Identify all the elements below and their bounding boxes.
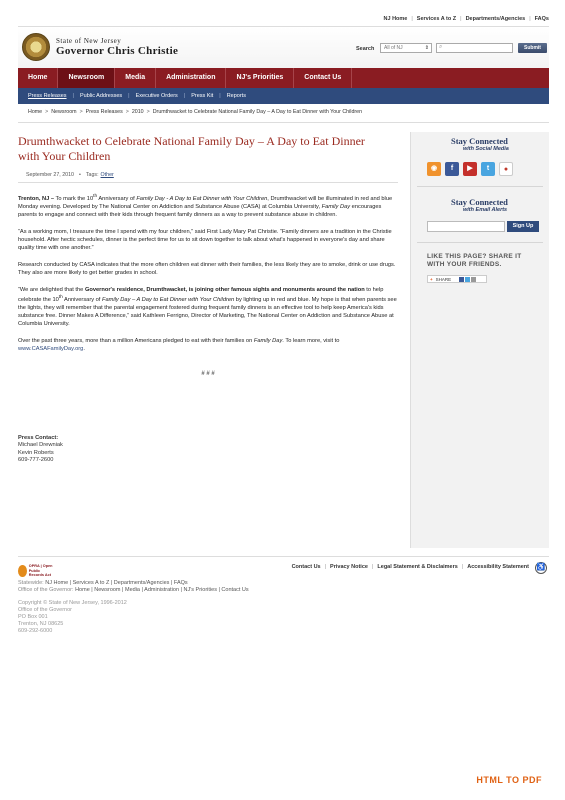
paragraph-2: “As a working mom, I treasure the time I spend with my four children,” said First Lady Mary Pat Christie. “Family dinners are a tradition in the Christie household. After hectic schedules, dinner is the perfect time for us to sit down together to talk about what's happened in everyone's day and share quality time with one another.” <box>18 228 392 251</box>
contact-phone: 609-777-2600 <box>18 457 54 464</box>
youtube-icon[interactable]: ▶ <box>463 162 477 176</box>
state-name: State of New Jersey <box>56 37 122 45</box>
site-header <box>18 26 549 74</box>
paragraph-1: Trenton, NJ – To mark the 10th Anniversary of Family Day - A Day to Eat Dinner with Your Children, Drumthwacket will be illuminated in red and blue Monday evening. Developed by The National Center on Addiction and Substance Abuse (CASA) at Columbia University, Family Day encourages parents to engage and connect with their kids through frequent family dinners as a way to prevent substance abuse in children. <box>18 194 393 218</box>
sign-up-button[interactable]: Sign Up <box>507 221 539 232</box>
subnav-public-addresses[interactable]: Public Addresses <box>79 93 123 99</box>
divider <box>417 186 543 187</box>
share-button[interactable] <box>427 275 487 283</box>
facebook-icon[interactable]: f <box>445 162 459 176</box>
tag-link[interactable]: Other <box>100 172 114 178</box>
article-body <box>18 193 398 353</box>
html-to-pdf-watermark: HTML TO PDF <box>476 775 542 785</box>
footer-links: Contact Us | Privacy Notice | Legal Statement & Disclaimers | Accessibility Statement <box>291 564 529 570</box>
twitter-icon[interactable]: t <box>481 162 495 176</box>
breadcrumb-year[interactable]: 2010 <box>131 109 144 115</box>
nav-newsroom[interactable]: Newsroom <box>58 68 115 88</box>
search-scope-value: All of NJ <box>384 45 403 51</box>
subnav-reports[interactable]: Reports <box>226 93 246 99</box>
opra-badge[interactable]: OPRA | Open Public Records Act <box>18 564 54 578</box>
opra-logo-icon <box>18 565 27 577</box>
breadcrumb-newsroom[interactable]: Newsroom <box>51 109 77 115</box>
search-scope-select[interactable] <box>380 43 432 53</box>
top-link-nj-home[interactable]: NJ Home <box>383 16 408 22</box>
subnav-press-kit[interactable]: Press Kit <box>191 93 214 99</box>
updown-arrow-icon: ⇕ <box>424 45 429 51</box>
press-contact <box>18 435 408 465</box>
divider <box>18 122 549 123</box>
article <box>18 134 408 465</box>
social-icons <box>427 162 549 176</box>
rss-icon[interactable]: ◉ <box>427 162 441 176</box>
contact-label: Press Contact: <box>18 434 59 441</box>
breadcrumb-home[interactable]: Home <box>28 109 43 115</box>
sidebar <box>410 132 549 548</box>
email-heading: Stay Connected <box>451 197 508 207</box>
flickr-icon[interactable]: ● <box>499 162 513 176</box>
share-label: SHARE <box>435 276 452 282</box>
social-subheading: with Social Media <box>463 146 509 152</box>
breadcrumb: Home > Newsroom > Press Releases > 2010 > Drumthwacket to Celebrate National Family Day – A Day to Eat Dinner with Your Children <box>28 109 363 115</box>
email-field[interactable] <box>427 221 505 232</box>
divider <box>18 182 398 183</box>
search-submit-button[interactable]: Submit <box>518 43 547 53</box>
governor-name[interactable]: Governor Chris Christie <box>56 45 179 57</box>
site-footer <box>18 556 549 634</box>
footer-privacy[interactable]: Privacy Notice <box>330 564 368 570</box>
email-signup <box>427 221 549 232</box>
footer-contact-us[interactable]: Contact Us <box>291 564 321 570</box>
search-input[interactable] <box>436 43 513 53</box>
subnav-executive-orders[interactable]: Executive Orders <box>135 93 178 99</box>
search-icon: ⌕ <box>439 44 443 50</box>
footer-sitemap: Statewide: NJ Home | Services A to Z | Departments/Agencies | FAQs Office of the Governor: Home | Newsroom | Media | Administration | NJ's Priorities | Contact Us <box>18 580 249 593</box>
end-marker: # # # <box>201 370 215 377</box>
paragraph-4: “We are delighted that the Governor's residence, Drumthwacket, is joining other famous sights and monuments around the nation to help celebrate the 10th Anniversary of Family Day – A Day to Eat Dinner with Your Children by lighting up in red and blue. My hope is that when parents see the lights, they will remember that the parental engagement fostered during frequent family dinners is an effective tool to help keep America's kids substance free. Dinner Makes A Difference,” said Kathleen Ferrigno, Director of Marketing, The National Center on Addiction and Substance Abuse at Columbia University. <box>18 286 397 327</box>
top-link-departments[interactable]: Departments/Agencies <box>465 16 526 22</box>
main-nav <box>18 68 549 88</box>
plus-icon: + <box>430 276 433 282</box>
nav-home[interactable]: Home <box>18 68 58 88</box>
breadcrumb-current: Drumthwacket to Celebrate National Family Day – A Day to Eat Dinner with Your Children <box>152 109 363 115</box>
paragraph-5: Over the past three years, more than a million Americans pledged to eat with their families on Family Day. To learn more, visit to www.CASAFamilyDay.org. <box>18 337 340 352</box>
article-date: September 27, 2010 <box>26 172 75 178</box>
tags-label: Tags: <box>85 172 99 178</box>
social-heading: Stay Connected <box>451 136 508 146</box>
breadcrumb-press-releases[interactable]: Press Releases <box>85 109 123 115</box>
state-seal-icon[interactable] <box>22 33 50 61</box>
nav-priorities[interactable]: NJ's Priorities <box>226 68 294 88</box>
divider <box>18 556 549 557</box>
footer-accessibility[interactable]: Accessibility Statement <box>467 564 529 570</box>
nav-administration[interactable]: Administration <box>156 68 226 88</box>
footer-legal[interactable]: Legal Statement & Disclaimers <box>377 564 458 570</box>
subnav-press-releases[interactable]: Press Releases <box>28 93 67 99</box>
share-heading: LIKE THIS PAGE? SHARE IT WITH YOUR FRIENDS. <box>427 253 522 268</box>
email-subheading: with Email Alerts <box>463 207 508 213</box>
casa-link[interactable]: www.CASAFamilyDay.org <box>18 345 84 352</box>
top-link-faqs[interactable]: FAQs <box>534 16 549 22</box>
nav-media[interactable]: Media <box>115 68 156 88</box>
paragraph-3: Research conducted by CASA indicates that the more often children eat dinner with their families, the less likely they are to smoke, drink or use drugs. They also are more likely to get better grades in school. <box>18 261 396 276</box>
contact-name-1: Michael Drewniak <box>18 442 63 449</box>
search-label: Search <box>356 46 375 52</box>
office-links[interactable]: Home | Newsroom | Media | Administration | NJ's Priorities | Contact Us <box>75 587 249 593</box>
top-utility-links: NJ Home | Services A to Z | Departments/Agencies | FAQs <box>384 16 549 26</box>
article-title: Drumthwacket to Celebrate National Family Day – A Day to Eat Dinner with Your Children <box>18 134 365 163</box>
copyright: Copyright © State of New Jersey, 1996-2012 Office of the Governor PO Box 001 Trenton, NJ 08625 609-292-6000 <box>18 600 127 634</box>
top-link-services[interactable]: Services A to Z <box>416 16 457 22</box>
article-meta: September 27, 2010 • Tags: Other <box>26 172 114 178</box>
accessibility-icon[interactable]: ♿ <box>535 562 547 574</box>
divider <box>417 242 543 243</box>
sub-nav: Press Releases | Public Addresses | Executive Orders | Press Kit | Reports <box>18 88 549 104</box>
contact-name-2: Kevin Roberts <box>18 449 54 456</box>
statewide-links[interactable]: NJ Home | Services A to Z | Departments/Agencies | FAQs <box>45 580 188 586</box>
nav-contact[interactable]: Contact Us <box>294 68 352 88</box>
share-service-icons <box>459 277 476 282</box>
